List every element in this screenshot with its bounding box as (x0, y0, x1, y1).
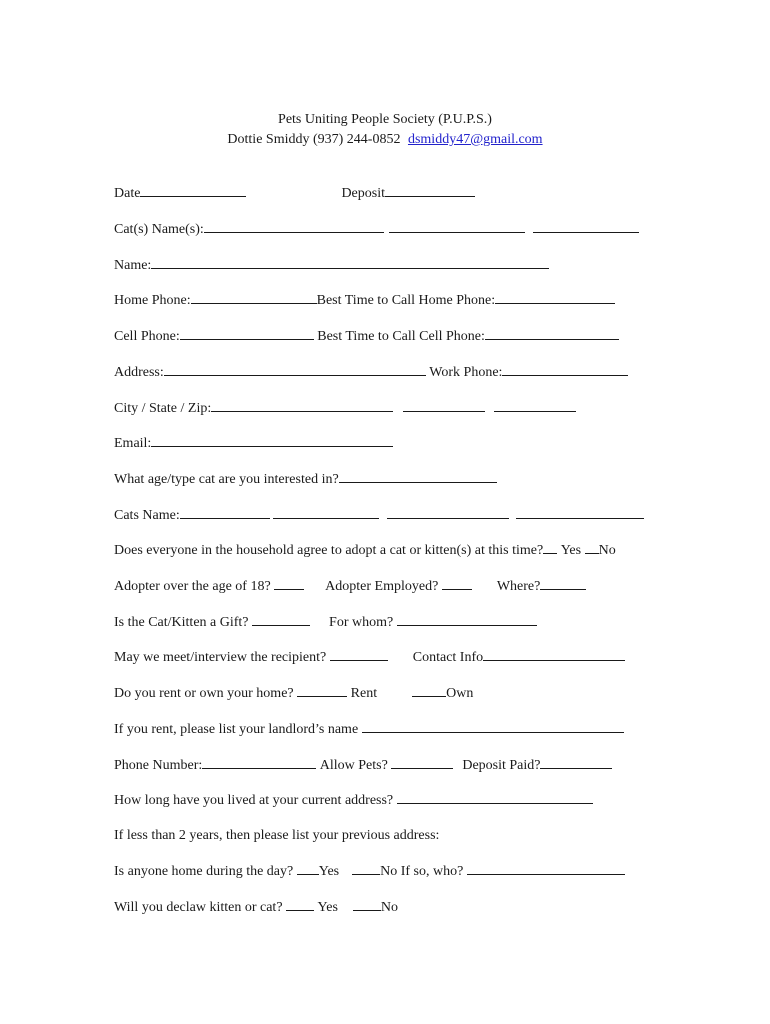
age-type-label: What age/type cat are you interested in? (114, 472, 339, 487)
anyone-home-no-label: No If so, who? (380, 864, 464, 879)
allow-pets-field[interactable] (391, 756, 453, 769)
gift-label: Is the Cat/Kitten a Gift? (114, 615, 249, 630)
cat-name-field-1[interactable] (204, 220, 384, 233)
row-rent-own (114, 684, 473, 703)
address-field[interactable] (164, 363, 426, 376)
rent-own-label: Do you rent or own your home? (114, 686, 294, 701)
best-time-home-label: Best Time to Call Home Phone: (316, 293, 496, 308)
name-field[interactable] (151, 256, 549, 269)
date-label: Date (114, 186, 141, 201)
declaw-yes-label: Yes (317, 900, 338, 915)
row-cat-names (114, 220, 639, 239)
for-whom-label: For whom? (329, 615, 394, 630)
row-how-long (114, 791, 593, 810)
deposit-field[interactable] (385, 184, 475, 197)
home-phone-label: Home Phone: (114, 293, 191, 308)
own-label: Own (446, 686, 474, 701)
own-field[interactable] (412, 684, 446, 697)
deposit-paid-label: Deposit Paid? (462, 758, 541, 773)
landlord-label: If you rent, please list your landlord’s name (114, 722, 359, 737)
contact-line (0, 130, 770, 150)
cats-name-field-3[interactable] (387, 506, 509, 519)
cell-phone-field[interactable] (180, 327, 314, 340)
employed-field[interactable] (442, 577, 472, 590)
row-household-agree (114, 541, 616, 560)
employed-label: Adopter Employed? (325, 579, 439, 594)
email-field[interactable] (151, 434, 393, 447)
row-over-18 (114, 577, 586, 596)
anyone-home-label: Is anyone home during the day? (114, 864, 294, 879)
over-18-label: Adopter over the age of 18? (114, 579, 271, 594)
deposit-label: Deposit (341, 186, 385, 201)
how-long-field[interactable] (397, 791, 593, 804)
declaw-yes-field[interactable] (286, 898, 314, 911)
row-email (114, 434, 393, 453)
cats-name-field-1[interactable] (180, 506, 270, 519)
where-label: Where? (496, 579, 541, 594)
row-declaw (114, 898, 398, 917)
age-type-field[interactable] (339, 470, 497, 483)
rent-field[interactable] (297, 684, 347, 697)
home-phone-field[interactable] (191, 291, 317, 304)
phone-number-field[interactable] (202, 756, 316, 769)
cat-name-field-2[interactable] (389, 220, 525, 233)
deposit-paid-field[interactable] (540, 756, 612, 769)
name-label: Name: (114, 258, 152, 273)
household-agree-label: Does everyone in the household agree to adopt a cat or kitten(s) at this time? (114, 543, 544, 558)
row-date-deposit (114, 184, 475, 203)
row-meet-recipient (114, 648, 625, 667)
row-anyone-home (114, 862, 625, 881)
cat-name-field-3[interactable] (533, 220, 639, 233)
previous-address-label: If less than 2 years, then please list your previous address: (114, 828, 440, 843)
how-long-label: How long have you lived at your current address? (114, 793, 394, 808)
form-header (0, 110, 770, 150)
email-label: Email: (114, 436, 152, 451)
row-cats-name (114, 506, 644, 525)
contact-info-label: Contact Info (412, 650, 484, 665)
declaw-no-field[interactable] (353, 898, 381, 911)
row-home-phone (114, 291, 615, 310)
row-city-state-zip (114, 399, 576, 418)
row-gift (114, 613, 537, 632)
phone-number-label: Phone Number: (114, 758, 203, 773)
org-title: Pets Uniting People Society (P.U.P.S.) (278, 112, 492, 127)
email-link[interactable]: dsmiddy47@gmail.com (407, 132, 543, 147)
row-previous-address (114, 827, 439, 845)
row-landlord (114, 720, 624, 739)
cats-name-label: Cats Name: (114, 508, 180, 523)
who-field[interactable] (467, 862, 625, 875)
cats-name-field-2[interactable] (273, 506, 379, 519)
cat-names-label: Cat(s) Name(s): (114, 222, 204, 237)
declaw-label: Will you declaw kitten or cat? (114, 900, 283, 915)
where-field[interactable] (540, 577, 586, 590)
work-phone-field[interactable] (502, 363, 628, 376)
declaw-no-label: No (380, 900, 399, 915)
cell-phone-label: Cell Phone: (114, 329, 180, 344)
household-yes-label: Yes (560, 543, 582, 558)
row-age-type (114, 470, 497, 489)
anyone-home-yes-field[interactable] (297, 862, 319, 875)
cats-name-field-4[interactable] (516, 506, 644, 519)
state-field[interactable] (403, 399, 485, 412)
best-time-cell-field[interactable] (485, 327, 619, 340)
zip-field[interactable] (494, 399, 576, 412)
over-18-field[interactable] (274, 577, 304, 590)
household-no-label: No (598, 543, 616, 558)
gift-field[interactable] (252, 613, 310, 626)
meet-recipient-field[interactable] (330, 648, 388, 661)
row-address (114, 363, 628, 382)
city-field[interactable] (211, 399, 393, 412)
best-time-home-field[interactable] (495, 291, 615, 304)
anyone-home-yes-label: Yes (318, 864, 340, 879)
best-time-cell-label: Best Time to Call Cell Phone: (317, 329, 485, 344)
work-phone-label: Work Phone: (429, 365, 503, 380)
anyone-home-no-field[interactable] (352, 862, 380, 875)
landlord-field[interactable] (362, 720, 624, 733)
rent-label: Rent (350, 686, 378, 701)
for-whom-field[interactable] (397, 613, 537, 626)
household-yes-field[interactable] (543, 541, 557, 554)
row-landlord-phone (114, 756, 612, 775)
contact-info-field[interactable] (483, 648, 625, 661)
row-name (114, 256, 549, 275)
contact-name-phone: Dottie Smiddy (937) 244-0852 (227, 132, 401, 147)
row-cell-phone (114, 327, 619, 346)
meet-recipient-label: May we meet/interview the recipient? (114, 650, 327, 665)
date-field[interactable] (140, 184, 246, 197)
household-no-field[interactable] (585, 541, 599, 554)
allow-pets-label: Allow Pets? (319, 758, 388, 773)
address-label: Address: (114, 365, 164, 380)
city-state-zip-label: City / State / Zip: (114, 401, 212, 416)
